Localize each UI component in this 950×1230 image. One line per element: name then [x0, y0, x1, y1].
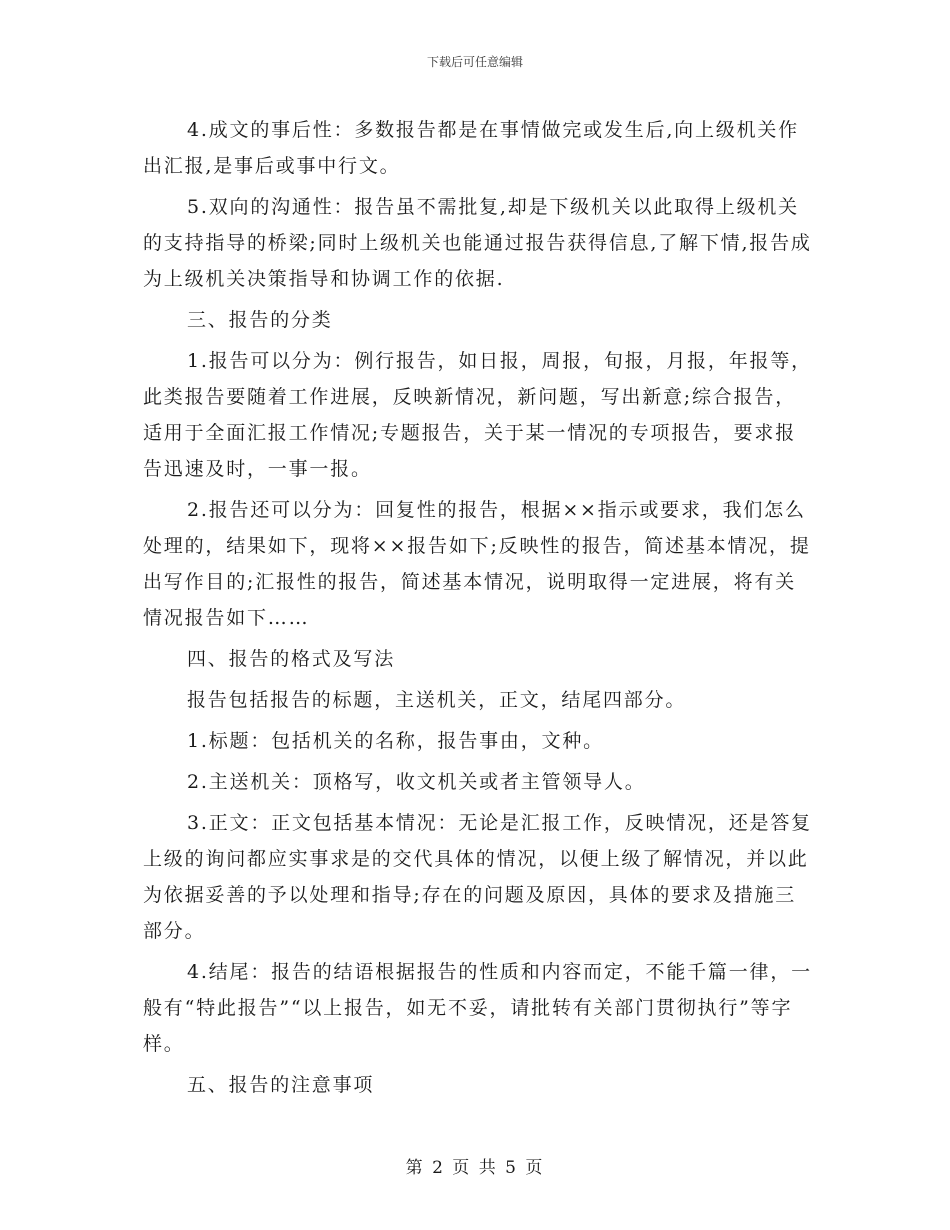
document-body [143, 112, 815, 1108]
page-footer: 第 2 页 共 5 页 [405, 1158, 545, 1178]
paragraph-format-body: 3.正文：正文包括基本情况：无论是汇报工作，反映情况，还是答复上级的询问都应实事求是的交代具体的情况，以便上级了解情况，并以此为依据妥善的予以处理和指导;存在的问题及原因，具体的要求及措施三部分。 [143, 812, 812, 942]
paragraph-classification-1: 1.报告可以分为：例行报告，如日报，周报，旬报，月报，年报等，此类报告要随着工作进展，反映新情况，新问题，写出新意;综合报告，适用于全面汇报工作情况;专题报告，关于某一情况的专项报告，要求报告迅速及时，一事一报。 [143, 350, 812, 480]
paragraph-format-ending: 4.结尾：报告的结语根据报告的性质和内容而定，不能千篇一律，一般有“特此报告”“以上报告，如无不妥，请批转有关部门贯彻执行”等字样。 [143, 961, 812, 1055]
section-heading-notes: 五、报告的注意事项 [187, 1074, 375, 1096]
section-heading-classification: 三、报告的分类 [187, 309, 333, 331]
page-header: 下载后可任意编辑 [426, 55, 523, 69]
paragraph-format-title: 1.标题：包括机关的名称，报告事由，文种。 [187, 730, 604, 752]
section-heading-format: 四、报告的格式及写法 [187, 648, 396, 670]
paragraph-format-recipient: 2.主送机关：顶格写，收文机关或者主管领导人。 [187, 771, 646, 793]
paragraph-item-5-communication: 5.双向的沟通性：报告虽不需批复,却是下级机关以此取得上级机关的支持指导的桥梁;同时上级机关也能通过报告获得信息,了解下情,报告成为上级机关决策指导和协调工作的依据. [143, 196, 812, 290]
paragraph-format-intro: 报告包括报告的标题，主送机关，正文，结尾四部分。 [187, 689, 687, 711]
paragraph-item-4-retrospective: 4.成文的事后性：多数报告都是在事情做完或发生后,向上级机关作出汇报,是事后或事中行文。 [143, 119, 799, 177]
paragraph-classification-2: 2.报告还可以分为：回复性的报告，根据××指示或要求，我们怎么处理的，结果如下，现将××报告如下;反映性的报告，简述基本情况，提出写作目的;汇报性的报告，简述基本情况，说明取得一定进展，将有关情况报告如下…… [143, 499, 811, 629]
